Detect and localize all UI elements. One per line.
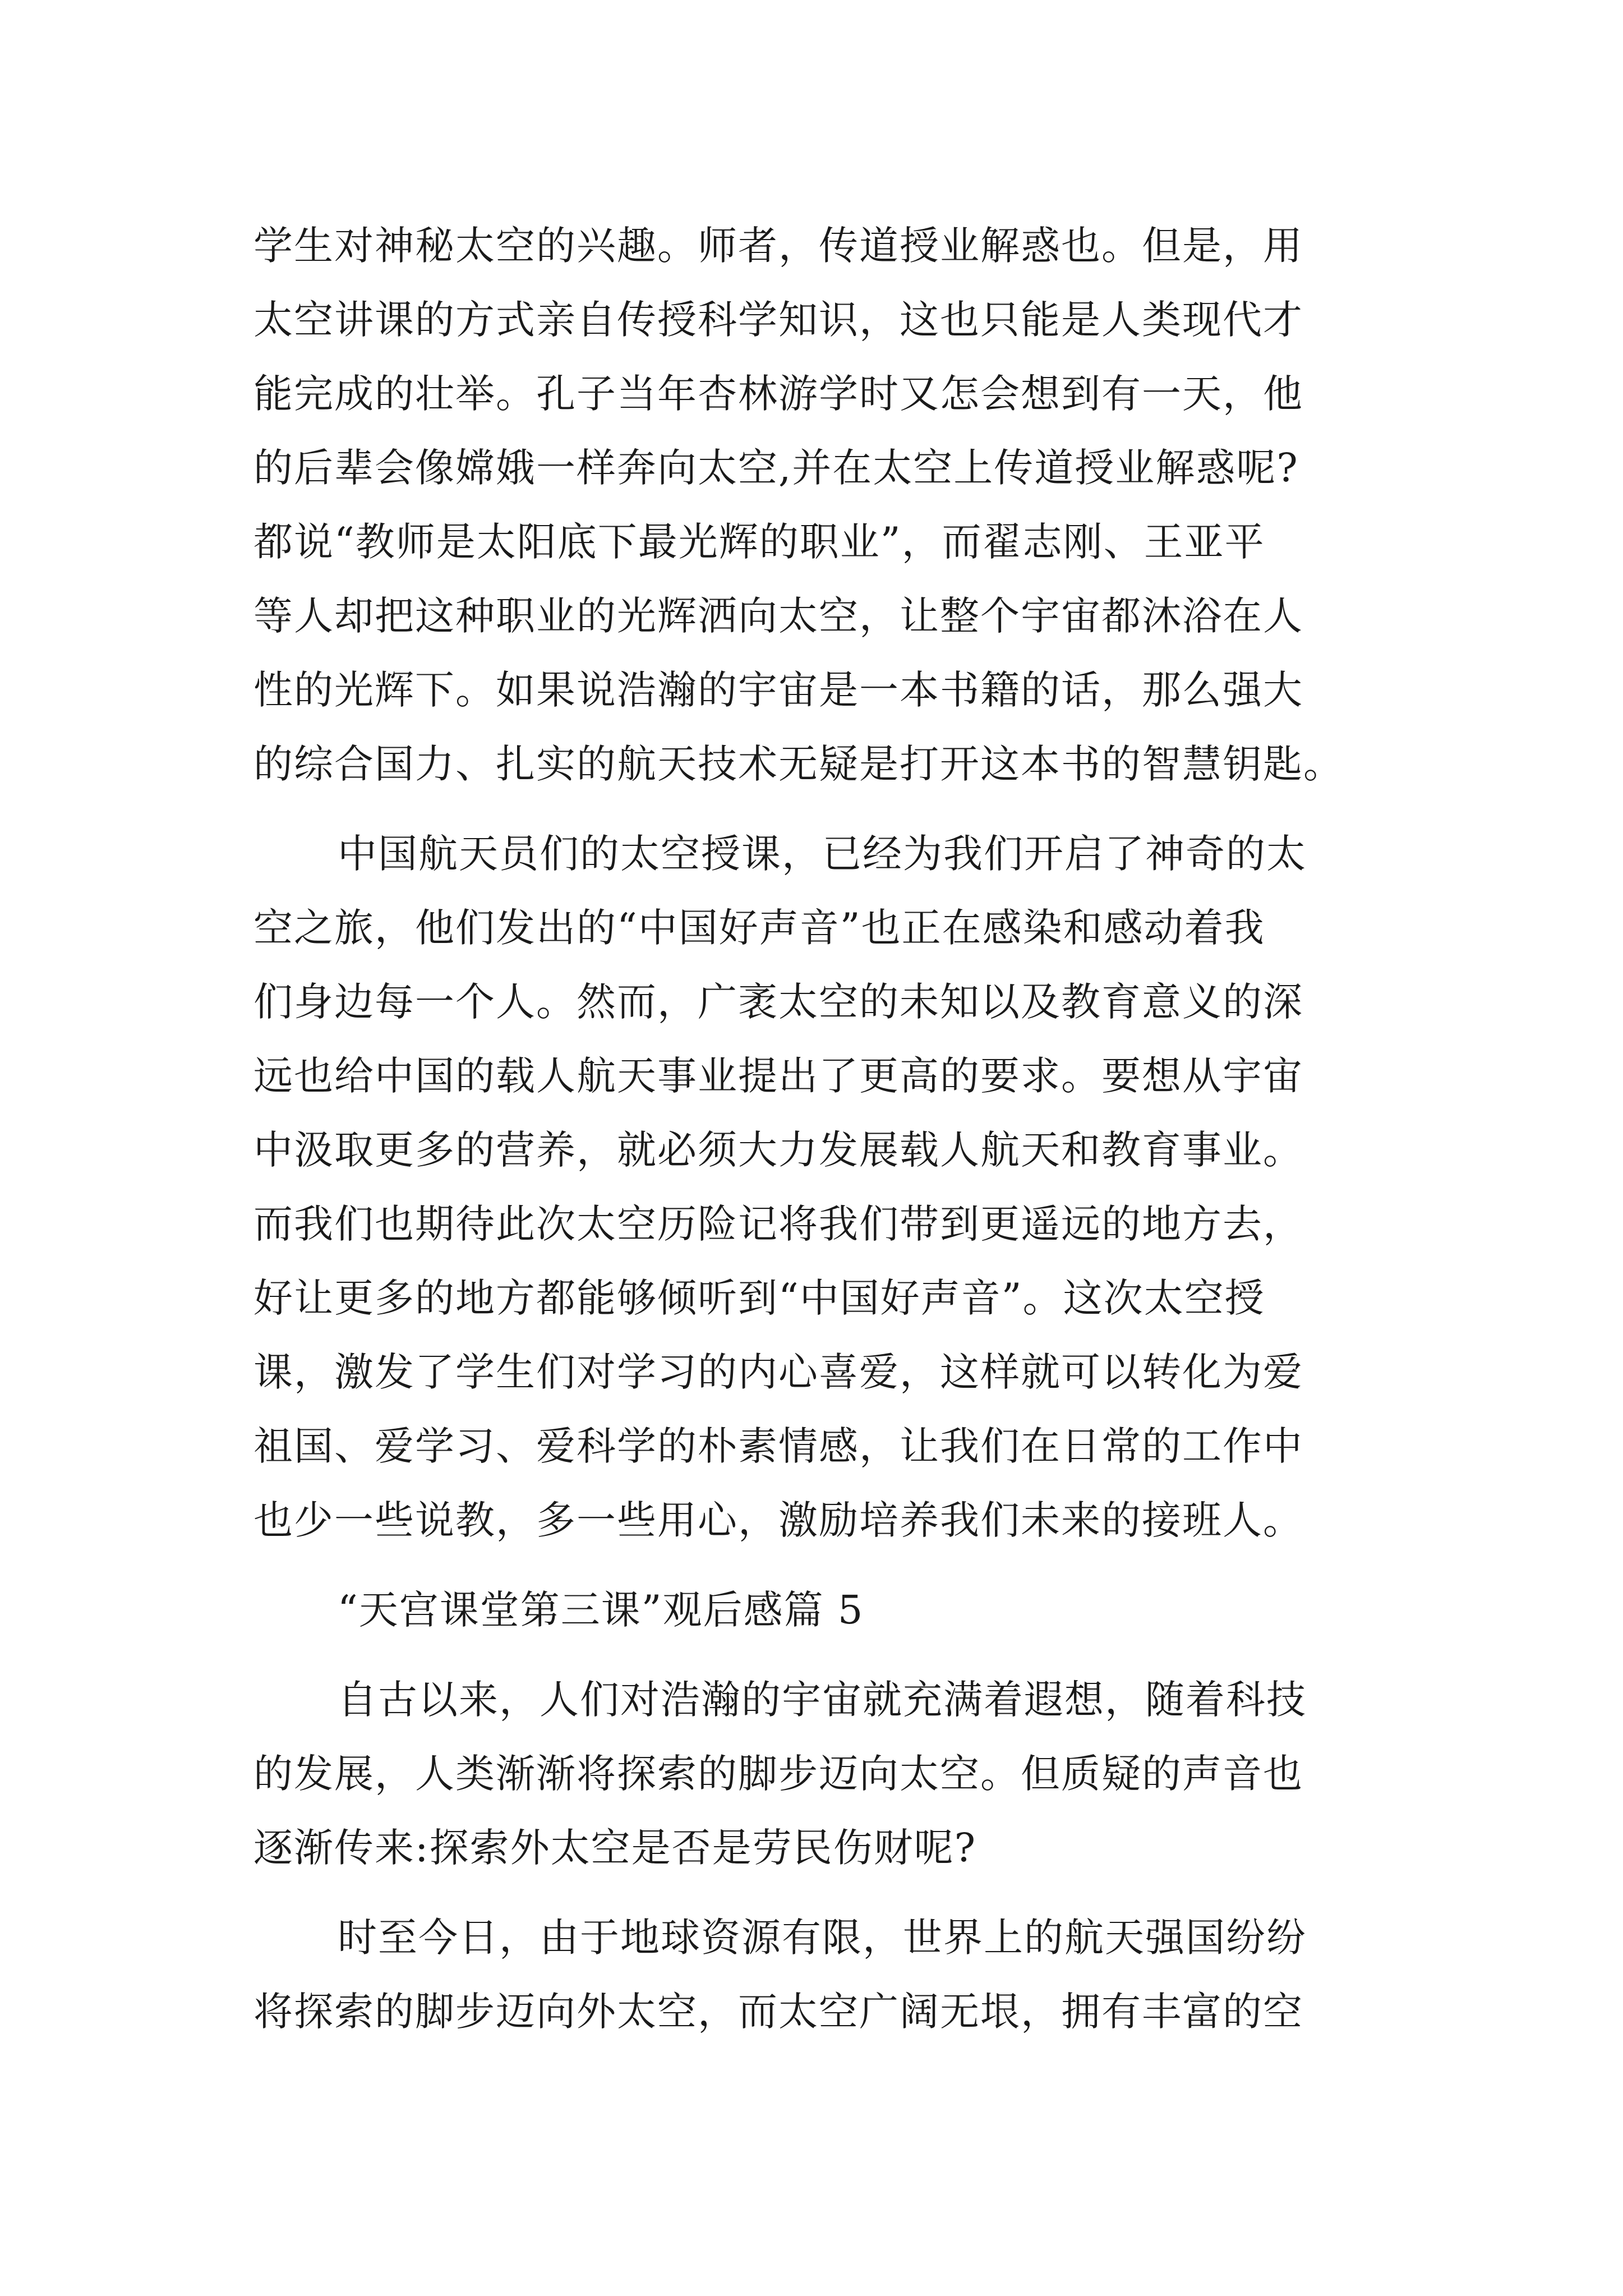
- text-line: “天宫课堂第三课”观后感篇 5: [338, 1587, 864, 1633]
- text-line: 太空讲课的方式亲自传授科学知识，这也只能是人类现代才: [253, 297, 1303, 343]
- paragraph: [253, 1901, 1375, 2049]
- text-line: 学生对神秘太空的兴趣。师者，传道授业解惑也。但是，用: [253, 223, 1303, 269]
- text-line: 自古以来，人们对浩瀚的宇宙就充满着遐想，随着科技: [338, 1677, 1307, 1723]
- text-line: 们身边每一个人。然而，广袤太空的未知以及教育意义的深: [253, 979, 1303, 1025]
- text-line: 空之旅，他们发出的“中国好声音”也正在感染和感动着我: [253, 905, 1265, 951]
- text-line: 远也给中国的载人航天事业提出了更高的要求。要想从宇宙: [253, 1053, 1303, 1099]
- text-line: 时至今日，由于地球资源有限，世界上的航天强国纷纷: [338, 1915, 1307, 1961]
- paragraph: [253, 817, 1375, 1557]
- text-line: 能完成的壮举。孔子当年杏林游学时又怎会想到有一天，他: [253, 371, 1303, 417]
- text-line: 中汲取更多的营养，就必须大力发展载人航天和教育事业。: [253, 1127, 1303, 1173]
- text-line: 都说“教师是太阳底下最光辉的职业”，而翟志刚、王亚平: [253, 519, 1265, 565]
- text-line: 的后辈会像嫦娥一样奔向太空,并在太空上传道授业解惑呢?: [253, 445, 1299, 491]
- text-line: 也少一些说教，多一些用心，激励培养我们未来的接班人。: [253, 1497, 1303, 1543]
- paragraph: [253, 1663, 1375, 1885]
- text-line: 将探索的脚步迈向外太空，而太空广阔无垠，拥有丰富的空: [253, 1989, 1303, 2035]
- text-line: 好让更多的地方都能够倾听到“中国好声音”。这次太空授: [253, 1275, 1265, 1321]
- text-line: 课，激发了学生们对学习的内心喜爱，这样就可以转化为爱: [253, 1349, 1303, 1395]
- text-line: 逐渐传来:探索外太空是否是劳民伤财呢?: [253, 1825, 977, 1871]
- text-line: 中国航天员们的太空授课，已经为我们开启了神奇的太: [338, 831, 1307, 877]
- text-line: 而我们也期待此次太空历险记将我们带到更遥远的地方去，: [253, 1201, 1303, 1247]
- text-line: 性的光辉下。如果说浩瀚的宇宙是一本书籍的话，那么强大: [253, 667, 1303, 713]
- text-line: 的综合国力、扎实的航天技术无疑是打开这本书的智慧钥匙。: [253, 741, 1344, 787]
- paragraph: [253, 1573, 1375, 1647]
- text-line: 祖国、爱学习、爱科学的朴素情感，让我们在日常的工作中: [253, 1423, 1303, 1469]
- text-line: 等人却把这种职业的光辉洒向太空，让整个宇宙都沐浴在人: [253, 593, 1303, 639]
- text-line: 的发展，人类渐渐将探索的脚步迈向太空。但质疑的声音也: [253, 1751, 1303, 1797]
- paragraph: [253, 209, 1375, 801]
